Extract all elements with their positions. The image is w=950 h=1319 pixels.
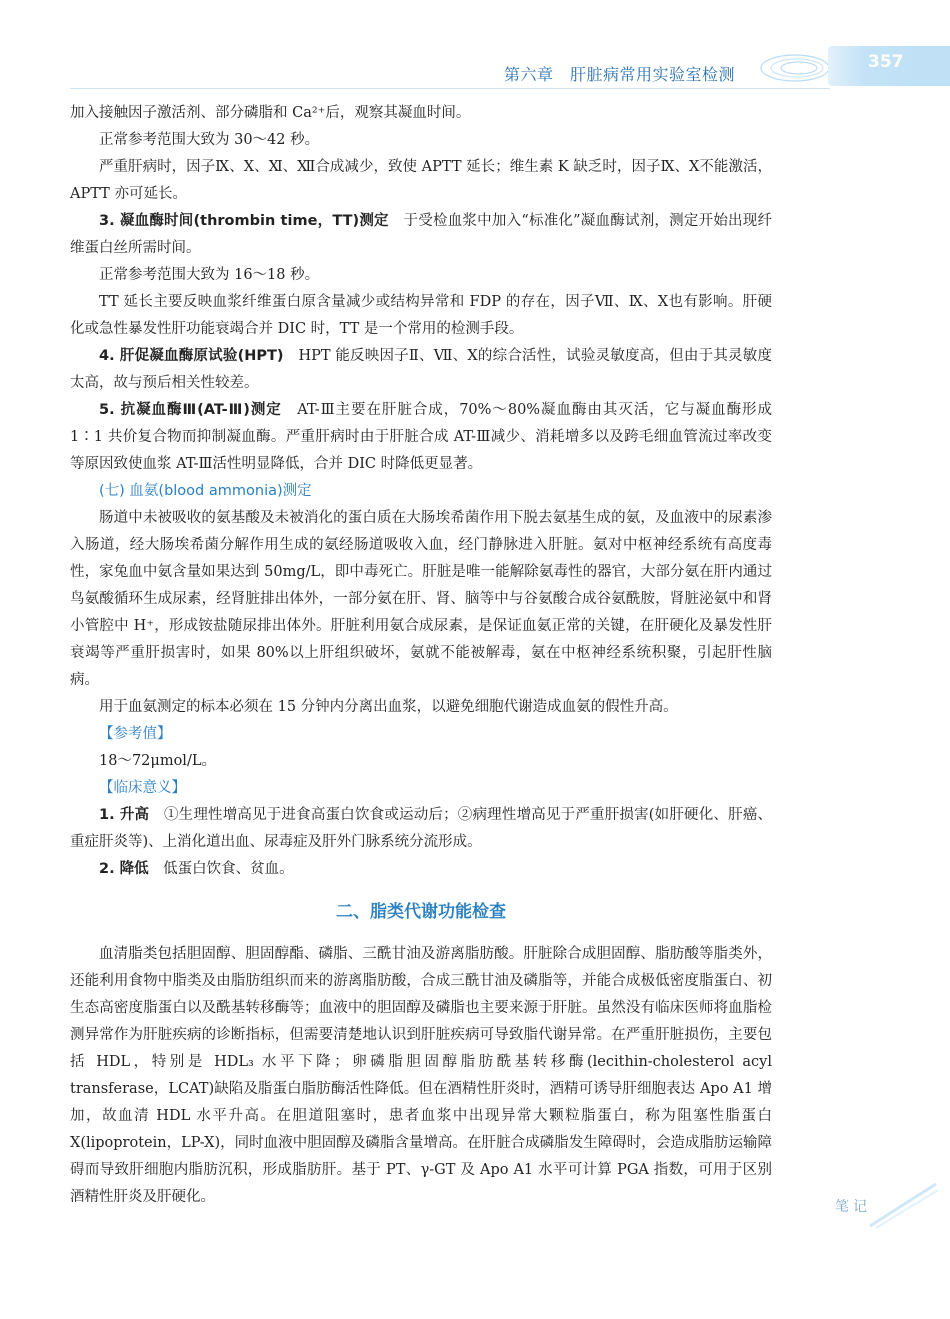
paragraph: 严重肝病时，因子Ⅸ、Ⅹ、Ⅺ、Ⅻ合成减少，致使 APTT 延长；维生素 K 缺乏时，因子Ⅸ、Ⅹ不能激活，APTT 亦可延长。 bbox=[70, 159, 772, 202]
notes-label: 笔记 bbox=[835, 1199, 871, 1215]
section-title: 二、脂类代谢功能检查 bbox=[336, 902, 506, 922]
item-text: 于受检血浆中加入“标准化”凝血酶试剂，测定开始出现纤维蛋白丝所需时间。 bbox=[70, 213, 773, 256]
paragraph: 用于血氨测定的标本必须在 15 分钟内分离出血浆，以避免细胞代谢造成血氨的假性升高。 bbox=[99, 699, 678, 715]
clinical-significance-tag: 【临床意义】 bbox=[99, 780, 186, 796]
page-number: 357 bbox=[868, 52, 904, 72]
item-title: 2. 降低 bbox=[99, 861, 149, 877]
pen-stroke-icon bbox=[860, 1180, 940, 1230]
paragraph: 加入接触因子激活剂、部分磷脂和 Ca²⁺后，观察其凝血时间。 bbox=[70, 105, 471, 121]
item-title: 1. 升高 bbox=[99, 807, 150, 823]
list-item-hpt bbox=[70, 343, 772, 397]
list-item-increase bbox=[70, 802, 772, 856]
item-text: AT-Ⅲ主要在肝脏合成，70%～80%凝血酶由其灭活，它与凝血酶形成 1∶1 共价复合物而抑制凝血酶。严重肝病时由于肝脏合成 AT-Ⅲ减少、消耗增多以及跨毛细血管流过率改变等原因致使血浆 AT-Ⅲ活性明显降低，合并 DIC 时降低更显著。 bbox=[70, 402, 773, 472]
page-body bbox=[70, 100, 772, 1211]
item-text: 低蛋白饮食、贫血。 bbox=[163, 861, 294, 877]
paragraph: 正常参考范围大致为 30～42 秒。 bbox=[99, 132, 320, 148]
item-title: 3. 凝血酶时间(thrombin time，TT)测定 bbox=[99, 213, 389, 229]
chapter-title: 第六章 肝脏病常用实验室检测 bbox=[503, 65, 735, 84]
item-text: HPT 能反映因子Ⅱ、Ⅶ、Ⅹ的综合活性，试验灵敏度高，但由于其灵敏度太高，故与预后相关性较差。 bbox=[70, 348, 772, 391]
reference-value-tag: 【参考值】 bbox=[99, 726, 172, 742]
item-text: ①生理性增高见于进食高蛋白饮食或运动后；②病理性增高见于严重肝损害(如肝硬化、肝癌、重症肝炎等)、上消化道出血、尿毒症及肝外门脉系统分流形成。 bbox=[70, 807, 773, 850]
header-divider bbox=[70, 88, 830, 89]
item-title: 4. 肝促凝血酶原试验(HPT) bbox=[99, 348, 284, 364]
subsection-title: (七) 血氨(blood ammonia)测定 bbox=[99, 483, 312, 499]
reference-value: 18～72μmol/L。 bbox=[99, 753, 216, 769]
paragraph: 血清脂类包括胆固醇、胆固醇酯、磷脂、三酰甘油及游离脂肪酸。肝脏除合成胆固醇、脂肪酸等脂类外，还能利用食物中脂类及由脂肪组织而来的游离脂肪酸，合成三酰甘油及磷脂等，并能合成极低密度脂蛋白、初生态高密度脂蛋白以及酰基转移酶等；血液中的胆固醇及磷脂也主要来源于肝脏。虽然没有临床医师将血脂检测异常作为肝脏疾病的诊断指标，但需要清楚地认识到肝脏疾病可导致脂代谢异常。在严重肝脏损伤，主要包括 HDL，特别是 HDL₃ 水平下降；卵磷脂胆固醇脂肪酰基转移酶(lecithin-cholesterol acyl transferase，LCAT)缺陷及脂蛋白脂肪酶活性降低。但在酒精性肝炎时，酒精可诱导肝细胞表达 Apo A1 增加，故血清 HDL 水平升高。在胆道阻塞时，患者血浆中出现异常大颗粒脂蛋白，称为阻塞性脂蛋白 X(lipoprotein，LP-X)，同时血液中胆固醇及磷脂含量增高。在肝脏合成磷脂发生障碍时，会造成脂肪运输障碍而导致肝细胞内脂肪沉积，形成脂肪肝。基于 PT、γ-GT 及 Apo A1 水平可计算 PGA 指数，可用于区别酒精性肝炎及肝硬化。 bbox=[70, 946, 772, 1205]
paragraph: 肠道中未被吸收的氨基酸及未被消化的蛋白质在大肠埃希菌作用下脱去氨基生成的氨，及血液中的尿素渗入肠道，经大肠埃希菌分解作用生成的氨经肠道吸收入血，经门静脉进入肝脏。氨对中枢神经系统有高度毒性，家兔血中氨含量如果达到 50mg/L，即中毒死亡。肝脏是唯一能解除氨毒性的器官，大部分氨在肝内通过鸟氨酸循环生成尿素，经肾脏排出体外，一部分氨在肝、肾、脑等中与谷氨酸合成谷氨酰胺，肾脏泌氨中和肾小管腔中 H⁺，形成铵盐随尿排出体外。肝脏利用氨合成尿素，是保证血氨正常的关键，在肝硬化及暴发性肝衰竭等严重肝损害时，如果 80%以上肝组织破坏，氨就不能被解毒，氨在中枢神经系统积聚，引起肝性脑病。 bbox=[70, 510, 772, 688]
paragraph: TT 延长主要反映血浆纤维蛋白原含量减少或结构异常和 FDP 的存在，因子Ⅶ、Ⅸ、Ⅹ也有影响。肝硬化或急性暴发性肝功能衰竭合并 DIC 时，TT 是一个常用的检测手段。 bbox=[70, 294, 772, 337]
list-item-decrease bbox=[70, 856, 772, 883]
page-header bbox=[0, 48, 950, 88]
paragraph: 正常参考范围大致为 16～18 秒。 bbox=[99, 267, 320, 283]
item-title: 5. 抗凝血酶Ⅲ(AT-Ⅲ)测定 bbox=[99, 402, 282, 418]
list-item-at3 bbox=[70, 397, 772, 478]
list-item-tt bbox=[70, 208, 772, 262]
